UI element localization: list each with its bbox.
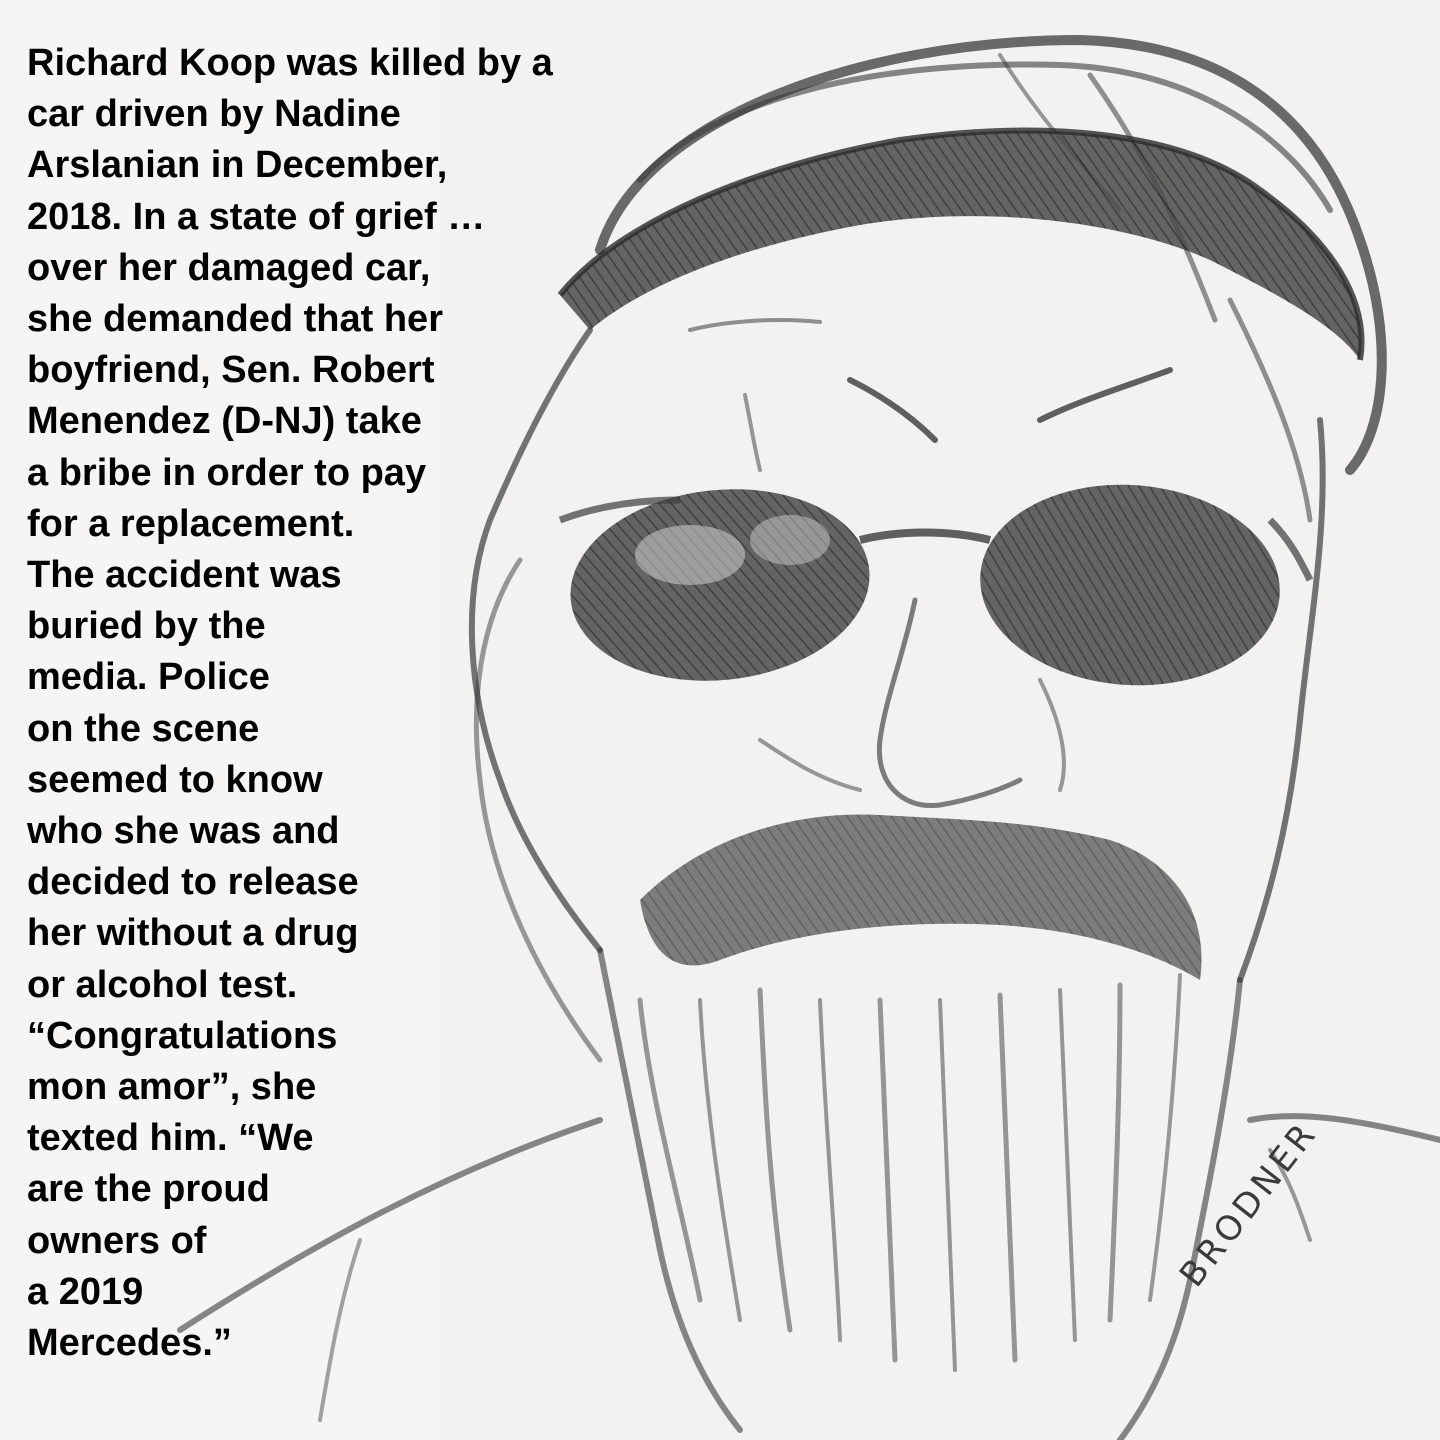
- caption-line: “Congratulations: [27, 1014, 338, 1057]
- caption-line: decided to release: [27, 861, 359, 904]
- caption-line: a 2019: [27, 1270, 144, 1313]
- artist-signature: BRODNER: [1172, 1113, 1326, 1295]
- caption-line: Richard Koop was killed by a: [27, 42, 553, 84]
- caption-line: she demanded that her: [27, 298, 443, 341]
- caption-line: media. Police: [27, 656, 270, 699]
- caption-line: seemed to know: [27, 758, 323, 801]
- caption-line: Arslanian in December,: [27, 144, 448, 187]
- caption-line: are the proud: [27, 1168, 270, 1211]
- caption-line: for a replacement.: [27, 502, 355, 545]
- caption-line: The accident was: [27, 554, 342, 597]
- caption-line: on the scene: [27, 707, 260, 750]
- caption-line: texted him. “We: [27, 1117, 314, 1160]
- story-caption: [27, 38, 553, 1369]
- caption-line: her without a drug: [27, 912, 359, 955]
- caption-line: 2018. In a state of grief …: [27, 195, 486, 238]
- caption-line: Mercedes.”: [27, 1322, 232, 1365]
- caption-line: over her damaged car,: [27, 246, 431, 289]
- caption-line: owners of: [27, 1219, 207, 1262]
- caption-line: car driven by Nadine: [27, 93, 401, 136]
- caption-line: who she was and: [27, 810, 340, 853]
- caption-line: buried by the: [27, 605, 266, 648]
- caption-line: mon amor”, she: [27, 1066, 317, 1109]
- caption-line: Menendez (D-NJ) take: [27, 400, 422, 443]
- caption-line: boyfriend, Sen. Robert: [27, 349, 435, 392]
- caption-line: or alcohol test.: [27, 963, 298, 1006]
- caption-line: a bribe in order to pay: [27, 451, 427, 494]
